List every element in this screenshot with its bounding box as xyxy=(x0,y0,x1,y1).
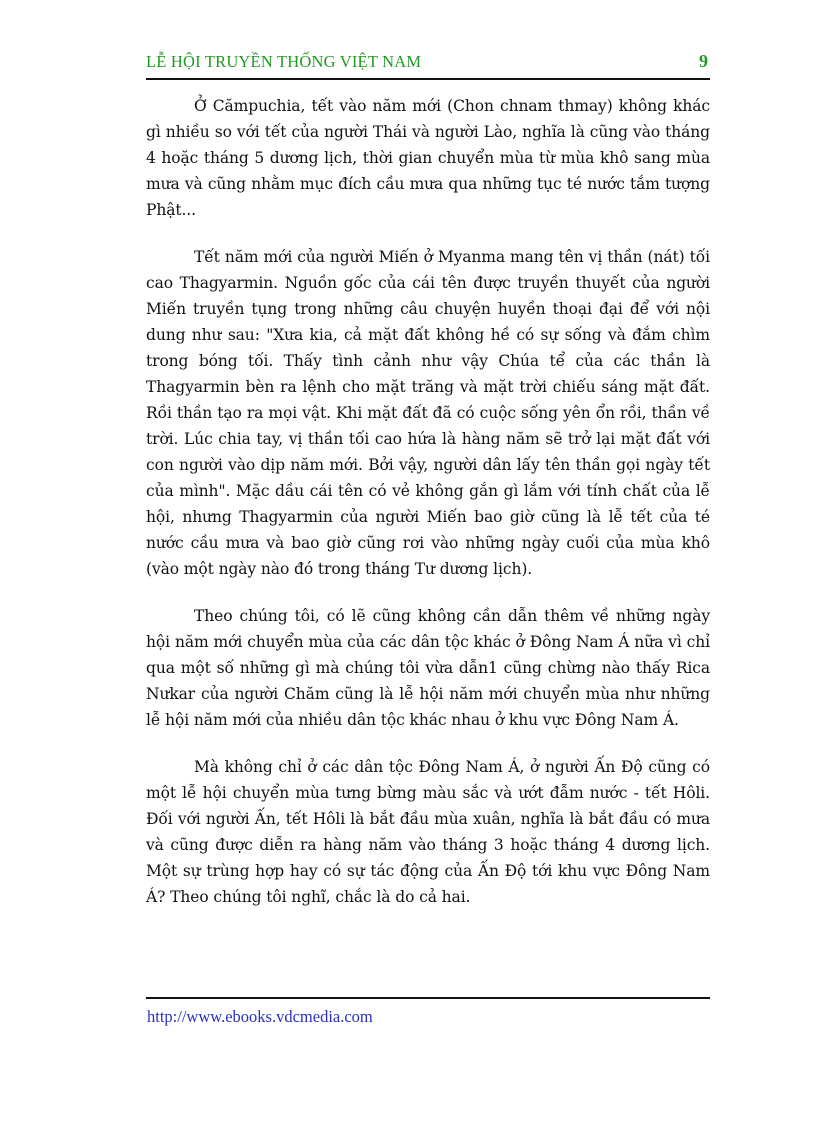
paragraph-southeast-asia: Theo chúng tôi, có lẽ cũng không cần dẫn thêm về những ngày hội năm mới chuyển mùa của các dân tộc khác ở Đông Nam Á nữa vì chỉ qua một số những gì mà chúng tôi vừa dẫn1 cũng chừng nào thấy Rica Nưkar của người Chăm cũng là lễ hội năm mới chuyển mùa như những lễ hội năm mới của nhiều dân tộc khác nhau ở khu vực Đông Nam Á. xyxy=(146,607,710,729)
footer-url-link[interactable]: http://www.ebooks.vdcmedia.com xyxy=(147,1007,373,1026)
body-text xyxy=(146,93,710,931)
paragraph-cambodia: Ở Cămpuchia, tết vào năm mới (Chon chnam thmay) không khác gì nhiều so với tết của người Thái và người Lào, nghĩa là cũng vào tháng 4 hoặc tháng 5 dương lịch, thời gian chuyển mùa từ mùa khô sang mùa mưa và cũng nhằm mục đích cầu mưa qua những tục té nước tắm tượng Phật... xyxy=(146,97,710,219)
page-number: 9 xyxy=(699,51,708,71)
running-title: LỄ HỘI TRUYỀN THỐNG VIỆT NAM xyxy=(146,52,422,71)
page-header xyxy=(146,50,710,80)
page-footer xyxy=(146,997,710,1039)
paragraph-myanmar: Tết năm mới của người Miến ở Myanma mang tên vị thần (nát) tối cao Thagyarmin. Nguồn gốc của cái tên được truyền thuyết của người Miến truyền tụng trong những câu chuyện huyền thoại đại để với nội dung như sau: "Xưa kia, cả mặt đất không hề có sự sống và đắm chìm trong bóng tối. Thấy tình cảnh như vậy Chúa tể của các thần là Thagyarmin bèn ra lệnh cho mặt trăng và mặt trời chiếu sáng mặt đất. Rồi thần tạo ra mọi vật. Khi mặt đất đã có cuộc sống yên ổn rồi, thần về trời. Lúc chia tay, vị thần tối cao hứa là hàng năm sẽ trở lại mặt đất với con người vào dịp năm mới. Bởi vậy, người dân lấy tên thần gọi ngày tết của mình". Mặc dầu cái tên có vẻ không gắn gì lắm với tính chất của lễ hội, nhưng Thagyarmin của người Miến bao giờ cũng là lễ tết của té nước cầu mưa và bao giờ cũng rơi vào những ngày cuối của mùa khô (vào một ngày nào đó trong tháng Tư dương lịch). xyxy=(146,248,710,578)
paragraph-india-holi: Mà không chỉ ở các dân tộc Đông Nam Á, ở người Ấn Độ cũng có một lễ hội chuyển mùa tưng bừng màu sắc và ướt đẫm nước - tết Hôli. Đối với người Ấn, tết Hôli là bắt đầu mùa xuân, nghĩa là bắt đầu có mưa và cũng được diễn ra hàng năm vào tháng 3 hoặc tháng 4 dương lịch. Một sự trùng hợp hay có sự tác động của Ấn Độ tới khu vực Đông Nam Á? Theo chúng tôi nghĩ, chắc là do cả hai. xyxy=(146,758,710,906)
